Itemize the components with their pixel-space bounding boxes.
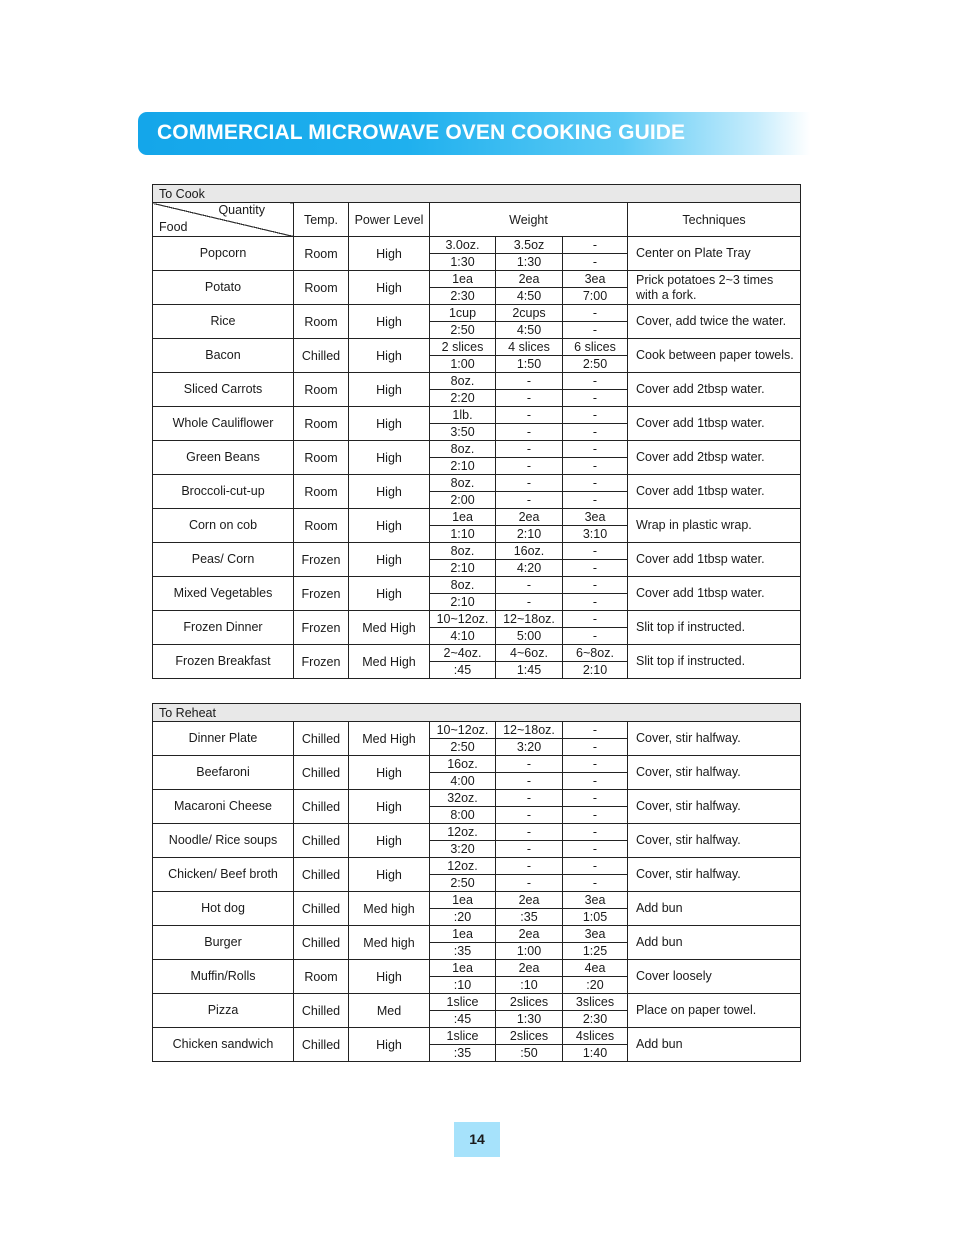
- technique-cell: Cover, add twice the water.: [628, 305, 801, 339]
- quantity-cell: 2ea: [496, 271, 563, 288]
- time-cell: 2:50: [563, 356, 628, 373]
- technique-cell: Place on paper towel.: [628, 994, 801, 1028]
- time-cell: 2:00: [430, 492, 496, 509]
- power-cell: High: [349, 407, 430, 441]
- time-cell: -: [563, 560, 628, 577]
- quantity-cell: 12oz.: [430, 824, 496, 841]
- time-cell: 1:50: [496, 356, 563, 373]
- power-cell: High: [349, 305, 430, 339]
- power-cell: High: [349, 509, 430, 543]
- quantity-cell: -: [563, 790, 628, 807]
- time-cell: -: [563, 875, 628, 892]
- power-cell: High: [349, 543, 430, 577]
- food-cell: Whole Cauliflower: [153, 407, 294, 441]
- time-cell: 3:20: [496, 739, 563, 756]
- food-header: Food: [159, 220, 188, 234]
- time-cell: 2:10: [430, 594, 496, 611]
- time-cell: 3:10: [563, 526, 628, 543]
- food-cell: Chicken/ Beef broth: [153, 858, 294, 892]
- weight-header: Weight: [430, 203, 628, 237]
- time-cell: 2:50: [430, 322, 496, 339]
- quantity-cell: 2ea: [496, 892, 563, 909]
- quantity-cell: 8oz.: [430, 577, 496, 594]
- temp-cell: Chilled: [294, 722, 349, 756]
- quantity-cell: 10~12oz.: [430, 611, 496, 628]
- time-cell: -: [496, 773, 563, 790]
- table-row: [153, 1028, 801, 1045]
- quantity-cell: -: [496, 441, 563, 458]
- temp-cell: Chilled: [294, 858, 349, 892]
- power-cell: High: [349, 271, 430, 305]
- technique-cell: Cover add 1tbsp water.: [628, 577, 801, 611]
- quantity-cell: 2ea: [496, 509, 563, 526]
- table-row: [153, 926, 801, 943]
- power-cell: High: [349, 577, 430, 611]
- quantity-cell: 8oz.: [430, 543, 496, 560]
- temp-cell: Room: [294, 960, 349, 994]
- food-cell: Popcorn: [153, 237, 294, 271]
- food-cell: Chicken sandwich: [153, 1028, 294, 1062]
- techniques-header: Techniques: [628, 203, 801, 237]
- time-cell: -: [563, 424, 628, 441]
- quantity-cell: -: [563, 543, 628, 560]
- time-cell: -: [563, 739, 628, 756]
- table-row: [153, 858, 801, 875]
- quantity-cell: 2slices: [496, 1028, 563, 1045]
- technique-cell: Wrap in plastic wrap.: [628, 509, 801, 543]
- quantity-cell: 12~18oz.: [496, 611, 563, 628]
- quantity-cell: -: [496, 756, 563, 773]
- food-cell: Peas/ Corn: [153, 543, 294, 577]
- food-cell: Broccoli-cut-up: [153, 475, 294, 509]
- power-cell: High: [349, 441, 430, 475]
- time-cell: :35: [430, 943, 496, 960]
- temp-cell: Room: [294, 407, 349, 441]
- food-cell: Dinner Plate: [153, 722, 294, 756]
- temp-cell: Chilled: [294, 926, 349, 960]
- time-cell: -: [496, 807, 563, 824]
- technique-cell: Cover add 1tbsp water.: [628, 543, 801, 577]
- power-cell: High: [349, 339, 430, 373]
- time-cell: 2:30: [563, 1011, 628, 1028]
- technique-cell: Cover, stir halfway.: [628, 756, 801, 790]
- quantity-cell: -: [563, 305, 628, 322]
- time-cell: -: [563, 594, 628, 611]
- time-cell: :45: [430, 662, 496, 679]
- quantity-cell: 32oz.: [430, 790, 496, 807]
- temp-cell: Room: [294, 509, 349, 543]
- technique-cell: Cover add 2tbsp water.: [628, 441, 801, 475]
- table-row: [153, 994, 801, 1011]
- technique-cell: Add bun: [628, 892, 801, 926]
- food-cell: Frozen Dinner: [153, 611, 294, 645]
- temp-cell: Chilled: [294, 824, 349, 858]
- time-cell: 4:10: [430, 628, 496, 645]
- quantity-cell: -: [563, 722, 628, 739]
- time-cell: -: [496, 841, 563, 858]
- power-cell: Med: [349, 994, 430, 1028]
- time-cell: 4:20: [496, 560, 563, 577]
- quantity-cell: 1ea: [430, 509, 496, 526]
- quantity-cell: 3slices: [563, 994, 628, 1011]
- quantity-cell: -: [563, 441, 628, 458]
- food-cell: Burger: [153, 926, 294, 960]
- page-number: 14: [454, 1122, 500, 1157]
- quantity-cell: 2cups: [496, 305, 563, 322]
- quantity-cell: -: [496, 858, 563, 875]
- temp-cell: Room: [294, 305, 349, 339]
- table-row: [153, 407, 801, 424]
- quantity-cell: 6 slices: [563, 339, 628, 356]
- table-row: [153, 543, 801, 560]
- quantity-cell: 3.0oz.: [430, 237, 496, 254]
- quantity-cell: -: [496, 407, 563, 424]
- power-cell: High: [349, 237, 430, 271]
- time-cell: :10: [496, 977, 563, 994]
- food-cell: Beefaroni: [153, 756, 294, 790]
- time-cell: 2:50: [430, 875, 496, 892]
- time-cell: -: [496, 424, 563, 441]
- technique-cell: Center on Plate Tray: [628, 237, 801, 271]
- quantity-cell: 12oz.: [430, 858, 496, 875]
- quantity-cell: -: [563, 858, 628, 875]
- food-cell: Hot dog: [153, 892, 294, 926]
- time-cell: 2:30: [430, 288, 496, 305]
- time-cell: -: [496, 594, 563, 611]
- technique-cell: Add bun: [628, 926, 801, 960]
- time-cell: -: [496, 875, 563, 892]
- table-row: [153, 305, 801, 322]
- quantity-cell: 1ea: [430, 960, 496, 977]
- quantity-cell: 1ea: [430, 926, 496, 943]
- quantity-cell: -: [563, 577, 628, 594]
- technique-cell: Cover, stir halfway.: [628, 824, 801, 858]
- time-cell: 1:45: [496, 662, 563, 679]
- time-cell: :10: [430, 977, 496, 994]
- table-row: [153, 645, 801, 662]
- time-cell: 2:10: [430, 560, 496, 577]
- time-cell: :20: [563, 977, 628, 994]
- food-cell: Macaroni Cheese: [153, 790, 294, 824]
- reheat-table: [152, 703, 801, 1062]
- quantity-food-header: [153, 203, 294, 237]
- quantity-cell: 1lb.: [430, 407, 496, 424]
- time-cell: -: [563, 254, 628, 271]
- power-cell: High: [349, 960, 430, 994]
- section-title-reheat: To Reheat: [153, 704, 801, 722]
- power-cell: High: [349, 858, 430, 892]
- time-cell: 2:20: [430, 390, 496, 407]
- quantity-cell: -: [563, 237, 628, 254]
- quantity-cell: 12~18oz.: [496, 722, 563, 739]
- quantity-cell: 8oz.: [430, 373, 496, 390]
- table-row: [153, 339, 801, 356]
- temp-cell: Room: [294, 475, 349, 509]
- time-cell: 1:00: [430, 356, 496, 373]
- time-cell: 4:50: [496, 322, 563, 339]
- quantity-cell: -: [563, 756, 628, 773]
- time-cell: 8:00: [430, 807, 496, 824]
- quantity-cell: 3ea: [563, 271, 628, 288]
- quantity-cell: -: [496, 824, 563, 841]
- power-cell: Med High: [349, 722, 430, 756]
- technique-cell: Prick potatoes 2~3 times with a fork.: [628, 271, 801, 305]
- time-cell: 2:10: [563, 662, 628, 679]
- quantity-cell: 1cup: [430, 305, 496, 322]
- quantity-cell: 2ea: [496, 926, 563, 943]
- table-row: [153, 237, 801, 254]
- time-cell: -: [496, 458, 563, 475]
- temp-header: Temp.: [294, 203, 349, 237]
- time-cell: 3:20: [430, 841, 496, 858]
- quantity-cell: -: [563, 407, 628, 424]
- quantity-cell: 6~8oz.: [563, 645, 628, 662]
- temp-cell: Chilled: [294, 756, 349, 790]
- food-cell: Noodle/ Rice soups: [153, 824, 294, 858]
- time-cell: -: [563, 492, 628, 509]
- quantity-cell: 3ea: [563, 509, 628, 526]
- power-cell: High: [349, 756, 430, 790]
- power-cell: High: [349, 1028, 430, 1062]
- power-cell: Med High: [349, 611, 430, 645]
- temp-cell: Frozen: [294, 577, 349, 611]
- quantity-cell: -: [563, 373, 628, 390]
- table-row: [153, 892, 801, 909]
- technique-cell: Cover add 1tbsp water.: [628, 407, 801, 441]
- time-cell: 1:05: [563, 909, 628, 926]
- time-cell: 1:25: [563, 943, 628, 960]
- technique-cell: Cover, stir halfway.: [628, 790, 801, 824]
- time-cell: 1:30: [496, 1011, 563, 1028]
- temp-cell: Chilled: [294, 790, 349, 824]
- temp-cell: Chilled: [294, 1028, 349, 1062]
- table-row: [153, 756, 801, 773]
- time-cell: 1:00: [496, 943, 563, 960]
- power-cell: High: [349, 373, 430, 407]
- quantity-cell: -: [496, 577, 563, 594]
- technique-cell: Cover add 1tbsp water.: [628, 475, 801, 509]
- time-cell: 2:50: [430, 739, 496, 756]
- food-cell: Mixed Vegetables: [153, 577, 294, 611]
- table-row: [153, 611, 801, 628]
- time-cell: :45: [430, 1011, 496, 1028]
- technique-cell: Cover, stir halfway.: [628, 858, 801, 892]
- time-cell: 4:50: [496, 288, 563, 305]
- food-cell: Muffin/Rolls: [153, 960, 294, 994]
- temp-cell: Frozen: [294, 645, 349, 679]
- quantity-cell: -: [563, 611, 628, 628]
- time-cell: 2:10: [430, 458, 496, 475]
- time-cell: 2:10: [496, 526, 563, 543]
- time-cell: 1:30: [430, 254, 496, 271]
- food-cell: Green Beans: [153, 441, 294, 475]
- temp-cell: Room: [294, 441, 349, 475]
- quantity-cell: -: [496, 373, 563, 390]
- temp-cell: Chilled: [294, 994, 349, 1028]
- quantity-cell: 4ea: [563, 960, 628, 977]
- time-cell: -: [563, 458, 628, 475]
- quantity-cell: -: [563, 824, 628, 841]
- food-cell: Rice: [153, 305, 294, 339]
- technique-cell: Slit top if instructed.: [628, 611, 801, 645]
- food-cell: Sliced Carrots: [153, 373, 294, 407]
- power-header: Power Level: [349, 203, 430, 237]
- time-cell: 1:40: [563, 1045, 628, 1062]
- quantity-cell: 8oz.: [430, 475, 496, 492]
- temp-cell: Room: [294, 271, 349, 305]
- power-cell: High: [349, 475, 430, 509]
- temp-cell: Room: [294, 373, 349, 407]
- time-cell: -: [563, 628, 628, 645]
- technique-cell: Slit top if instructed.: [628, 645, 801, 679]
- table-row: [153, 509, 801, 526]
- time-cell: -: [563, 390, 628, 407]
- time-cell: :35: [430, 1045, 496, 1062]
- table-row: [153, 271, 801, 288]
- power-cell: High: [349, 824, 430, 858]
- temp-cell: Chilled: [294, 892, 349, 926]
- quantity-cell: 2 slices: [430, 339, 496, 356]
- time-cell: :20: [430, 909, 496, 926]
- quantity-cell: 1ea: [430, 892, 496, 909]
- temp-cell: Frozen: [294, 611, 349, 645]
- technique-cell: Cover, stir halfway.: [628, 722, 801, 756]
- quantity-cell: -: [496, 790, 563, 807]
- table-row: [153, 790, 801, 807]
- technique-cell: Cover add 2tbsp water.: [628, 373, 801, 407]
- time-cell: -: [563, 773, 628, 790]
- time-cell: -: [496, 390, 563, 407]
- time-cell: -: [563, 841, 628, 858]
- technique-cell: Cook between paper towels.: [628, 339, 801, 373]
- quantity-cell: 1slice: [430, 1028, 496, 1045]
- quantity-cell: 10~12oz.: [430, 722, 496, 739]
- table-row: [153, 475, 801, 492]
- time-cell: :35: [496, 909, 563, 926]
- temp-cell: Frozen: [294, 543, 349, 577]
- quantity-cell: 3.5oz: [496, 237, 563, 254]
- quantity-cell: 16oz.: [430, 756, 496, 773]
- time-cell: 7:00: [563, 288, 628, 305]
- time-cell: -: [496, 492, 563, 509]
- quantity-header: Quantity: [218, 203, 265, 217]
- quantity-cell: 1ea: [430, 271, 496, 288]
- cook-table: [152, 184, 801, 679]
- title-banner: [138, 112, 810, 155]
- quantity-cell: 1slice: [430, 994, 496, 1011]
- table-row: [153, 722, 801, 739]
- time-cell: :50: [496, 1045, 563, 1062]
- food-cell: Pizza: [153, 994, 294, 1028]
- table-row: [153, 960, 801, 977]
- quantity-cell: 4slices: [563, 1028, 628, 1045]
- technique-cell: Add bun: [628, 1028, 801, 1062]
- time-cell: -: [563, 322, 628, 339]
- table-row: [153, 373, 801, 390]
- page-title: COMMERCIAL MICROWAVE OVEN COOKING GUIDE: [157, 121, 686, 144]
- section-title-cook: To Cook: [153, 185, 801, 203]
- food-cell: Frozen Breakfast: [153, 645, 294, 679]
- power-cell: High: [349, 790, 430, 824]
- quantity-cell: 2~4oz.: [430, 645, 496, 662]
- time-cell: 1:10: [430, 526, 496, 543]
- quantity-cell: 8oz.: [430, 441, 496, 458]
- temp-cell: Room: [294, 237, 349, 271]
- quantity-cell: 3ea: [563, 926, 628, 943]
- time-cell: 4:00: [430, 773, 496, 790]
- food-cell: Bacon: [153, 339, 294, 373]
- temp-cell: Chilled: [294, 339, 349, 373]
- quantity-cell: -: [496, 475, 563, 492]
- time-cell: 3:50: [430, 424, 496, 441]
- time-cell: -: [563, 807, 628, 824]
- table-row: [153, 824, 801, 841]
- quantity-cell: 3ea: [563, 892, 628, 909]
- quantity-cell: 2slices: [496, 994, 563, 1011]
- table-row: [153, 441, 801, 458]
- quantity-cell: 4~6oz.: [496, 645, 563, 662]
- table-row: [153, 577, 801, 594]
- time-cell: 5:00: [496, 628, 563, 645]
- quantity-cell: 4 slices: [496, 339, 563, 356]
- time-cell: 1:30: [496, 254, 563, 271]
- food-cell: Potato: [153, 271, 294, 305]
- power-cell: Med High: [349, 645, 430, 679]
- power-cell: Med high: [349, 892, 430, 926]
- food-cell: Corn on cob: [153, 509, 294, 543]
- technique-cell: Cover loosely: [628, 960, 801, 994]
- quantity-cell: 16oz.: [496, 543, 563, 560]
- quantity-cell: 2ea: [496, 960, 563, 977]
- power-cell: Med high: [349, 926, 430, 960]
- quantity-cell: -: [563, 475, 628, 492]
